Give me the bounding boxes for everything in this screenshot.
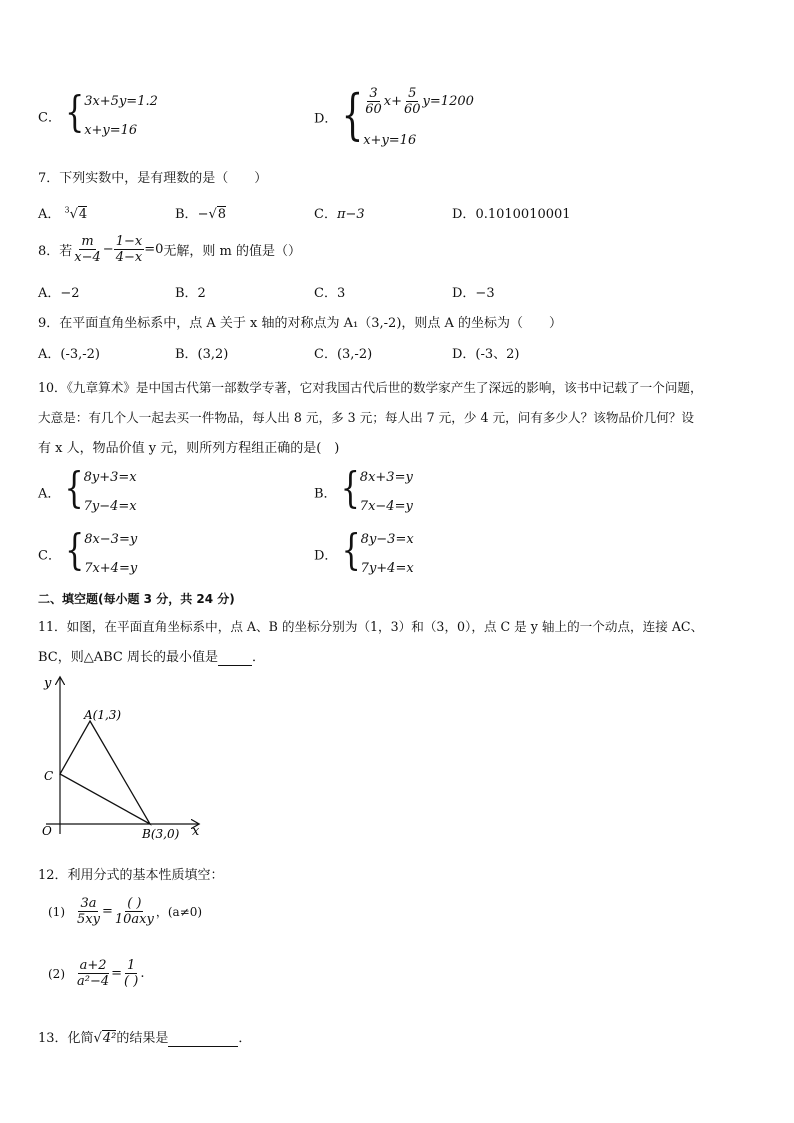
q10-option-a: A． { 8y+3=x 7y−4=x — [38, 464, 137, 514]
origin-label: O — [42, 824, 52, 838]
q8-option-c: C．3 — [314, 286, 346, 301]
q8-option-a: A．−2 — [38, 286, 80, 301]
q8-stem: 8．若 $\frac{m}{x-4}$ − $\frac{1-x}{4-x}$ =0 无解，则 m 的值是（） — [38, 234, 301, 265]
q10-option-c: C． { 8x−3=y 7x+4=y — [38, 526, 138, 576]
y-axis-label: y — [44, 676, 52, 691]
q6-option-d: D． { $\frac{3}{60}$ x+ $\frac{5}{60}$ y =1200 x+y=16 — [314, 83, 474, 148]
q12-stem: 12．利用分式的基本性质填空： — [38, 868, 224, 883]
triangle-abc — [60, 721, 150, 824]
q10-option-b: B． { 8x+3=y 7x−4=y — [314, 464, 413, 514]
q12-part1: (1) $\frac{3a}{5xy}$ = $\frac{( )}{\text{10axy}}$ ，(a≠0) — [48, 896, 203, 927]
q10-line1: 10．《九章算术》是中国古代第一部数学专著，它对我国古代后世的数学家产生了深远的影响，该书中记载了一个问题， — [38, 380, 703, 395]
q9-option-a: A．(-3,-2) — [38, 347, 100, 362]
answer-blank[interactable]: ( ) — [127, 896, 142, 911]
q7-stem: 7．下列实数中，是有理数的是（ ） — [38, 171, 268, 186]
option-label: D． — [314, 111, 338, 127]
q8-option-b: B．2 — [175, 286, 206, 301]
q13-stem: 13．化简√4²的结果是 ． — [38, 1031, 252, 1046]
q8-option-d: D．−3 — [452, 286, 495, 301]
q10-option-d: D． { 8y−3=x 7y+4=x — [314, 526, 414, 576]
q10-line2: 大意是：有几个人一起去买一件物品，每人出 8 元，多 3 元；每人出 7 元，少 4 元，问有多少人？该物品价几何？设 — [38, 410, 694, 425]
section-title: 二、填空题(每小题 3 分，共 24 分) — [38, 592, 235, 606]
q11-line2: BC，则△ABC 周长的最小值是 ． — [38, 650, 266, 665]
q12-part2: (2) $\frac{a+2}{\text{a²−4}}$ = $\frac{1}{( )}$ . — [48, 958, 145, 989]
option-label: C． — [38, 110, 61, 126]
equation: x+y=16 — [363, 133, 417, 148]
x-axis-label: x — [192, 824, 200, 839]
q11-line1: 11．如图，在平面直角坐标系中，点 A、B 的坐标分别为（1，3）和（3，0），点 C 是 y 轴上的一个动点，连接 AC、 — [38, 619, 704, 634]
answer-blank[interactable]: ( ) — [124, 974, 139, 989]
q7-option-c: C．π−3 — [314, 207, 365, 222]
q9-option-d: D．(-3、2) — [452, 347, 520, 362]
equation: 3x+5y=1.2 — [84, 94, 158, 109]
q7-option-b: B．−√8 — [175, 207, 227, 222]
q7-option-a: A． $^3$√4 — [38, 205, 88, 222]
answer-blank[interactable] — [218, 650, 252, 666]
point-a-label: A(1,3) — [84, 708, 122, 722]
equation: x+y=16 — [84, 123, 138, 138]
q7-option-d: D．0.1010010001 — [452, 207, 571, 222]
point-b-label: B(3,0) — [142, 827, 180, 841]
q6-option-c: C． { 3x+5y=1.2 x+y=16 — [38, 88, 158, 138]
q9-option-c: C．(3,-2) — [314, 347, 373, 362]
q11-figure — [36, 672, 226, 842]
q10-line3: 有 x 人，物品价值 y 元，则所列方程组正确的是( ) — [38, 441, 340, 456]
point-c-label: C — [44, 769, 54, 783]
q9-option-b: B．(3,2) — [175, 347, 229, 362]
answer-blank[interactable] — [168, 1031, 238, 1047]
q9-stem: 9．在平面直角坐标系中，点 A 关于 x 轴的对称点为 A₁（3,-2)，则点 A 的坐标为（ ） — [38, 316, 563, 331]
